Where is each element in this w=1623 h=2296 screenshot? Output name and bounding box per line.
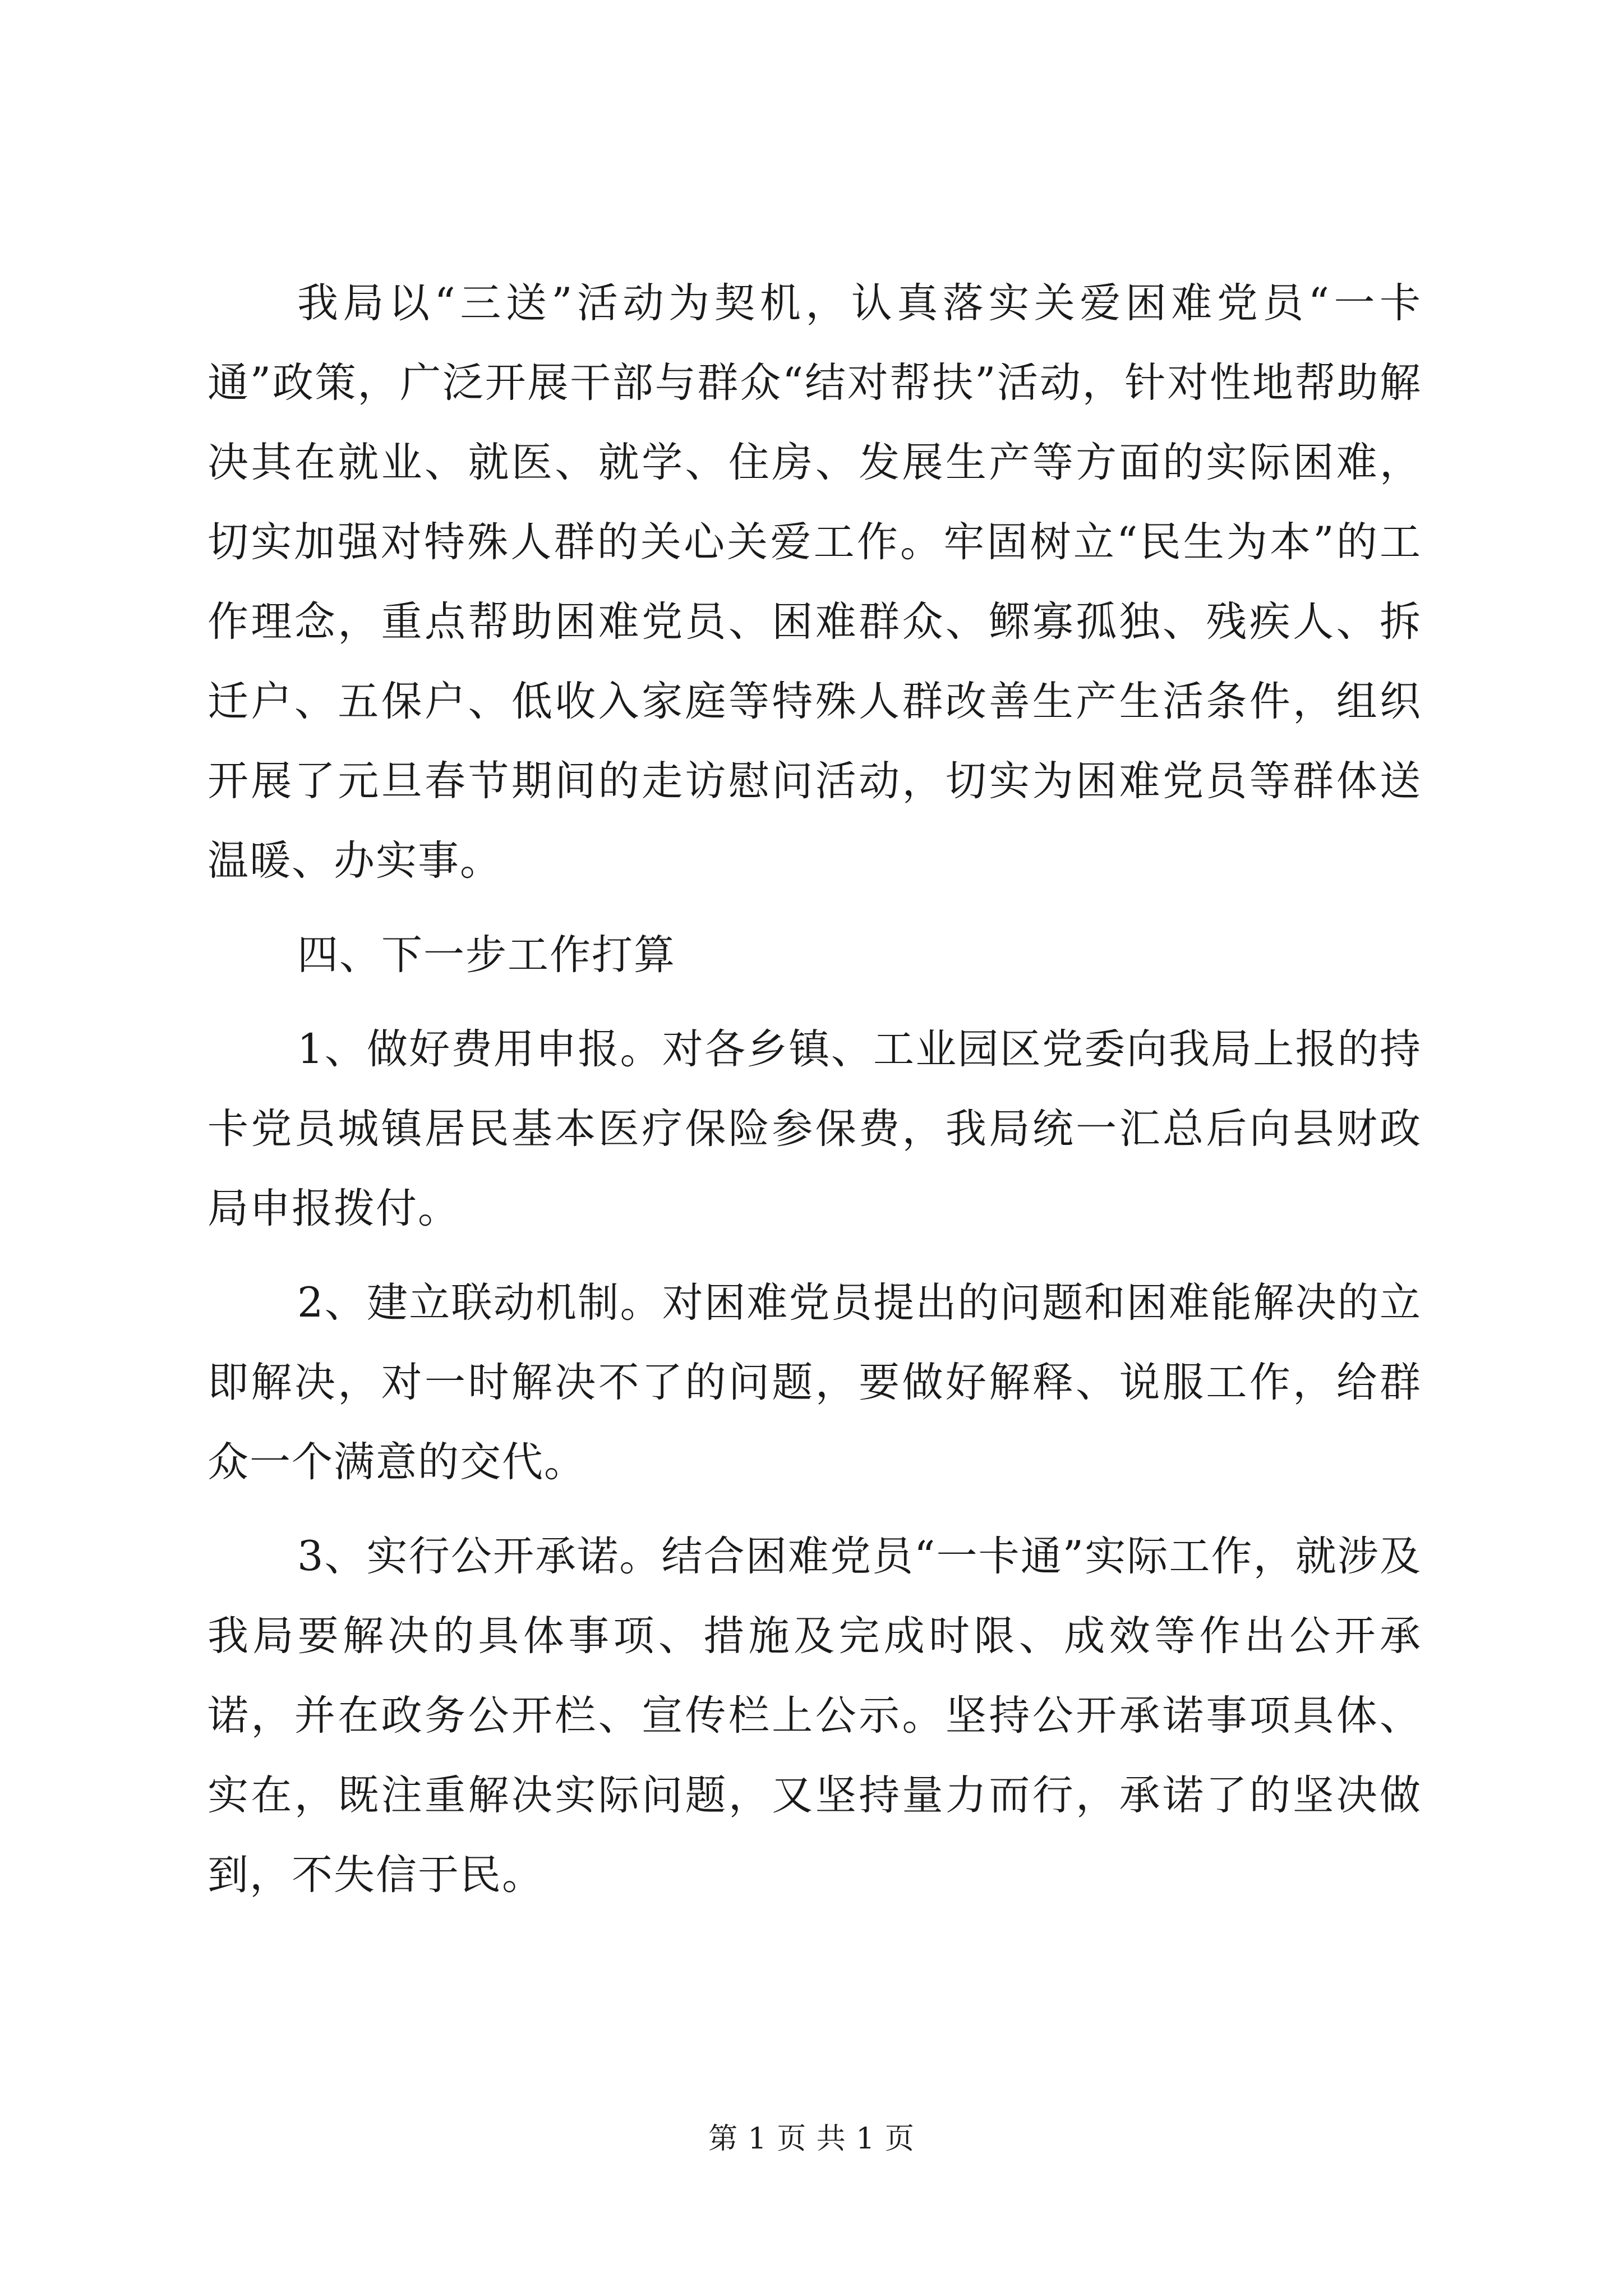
page-number-footer: 第 1 页 共 1 页: [708, 2122, 915, 2156]
document-body: [208, 264, 1422, 1930]
section-heading-next-steps: 四、下一步工作打算: [297, 931, 676, 979]
paragraph-item-2: 2、建立联动机制。对困难党员提出的问题和困难能解决的立即解决，对一时解决不了的问题，要做好解释、说服工作，给群众一个满意的交代。: [208, 1279, 1422, 1486]
paragraph-intro: 我局以“三送”活动为契机，认真落实关爱困难党员“一卡通”政策，广泛开展干部与群众“结对帮扶”活动，针对性地帮助解决其在就业、就医、就学、住房、发展生产等方面的实际困难，切实加强对特殊人群的关心关爱工作。牢固树立“民生为本”的工作理念，重点帮助困难党员、困难群众、鳏寡孤独、残疾人、拆迁户、五保户、低收入家庭等特殊人群改善生产生活条件，组织开展了元旦春节期间的走访慰问活动，切实为困难党员等群体送温暖、办实事。: [208, 279, 1422, 885]
paragraph-item-3: 3、实行公开承诺。结合困难党员“一卡通”实际工作，就涉及我局要解决的具体事项、措施及完成时限、成效等作出公开承诺，并在政务公开栏、宣传栏上公示。坚持公开承诺事项具体、实在，既注重解决实际问题，又坚持量力而行，承诺了的坚决做到，不失信于民。: [208, 1533, 1422, 1899]
paragraph-item-1: 1、做好费用申报。对各乡镇、工业园区党委向我局上报的持卡党员城镇居民基本医疗保险参保费，我局统一汇总后向县财政局申报拨付。: [208, 1025, 1422, 1232]
